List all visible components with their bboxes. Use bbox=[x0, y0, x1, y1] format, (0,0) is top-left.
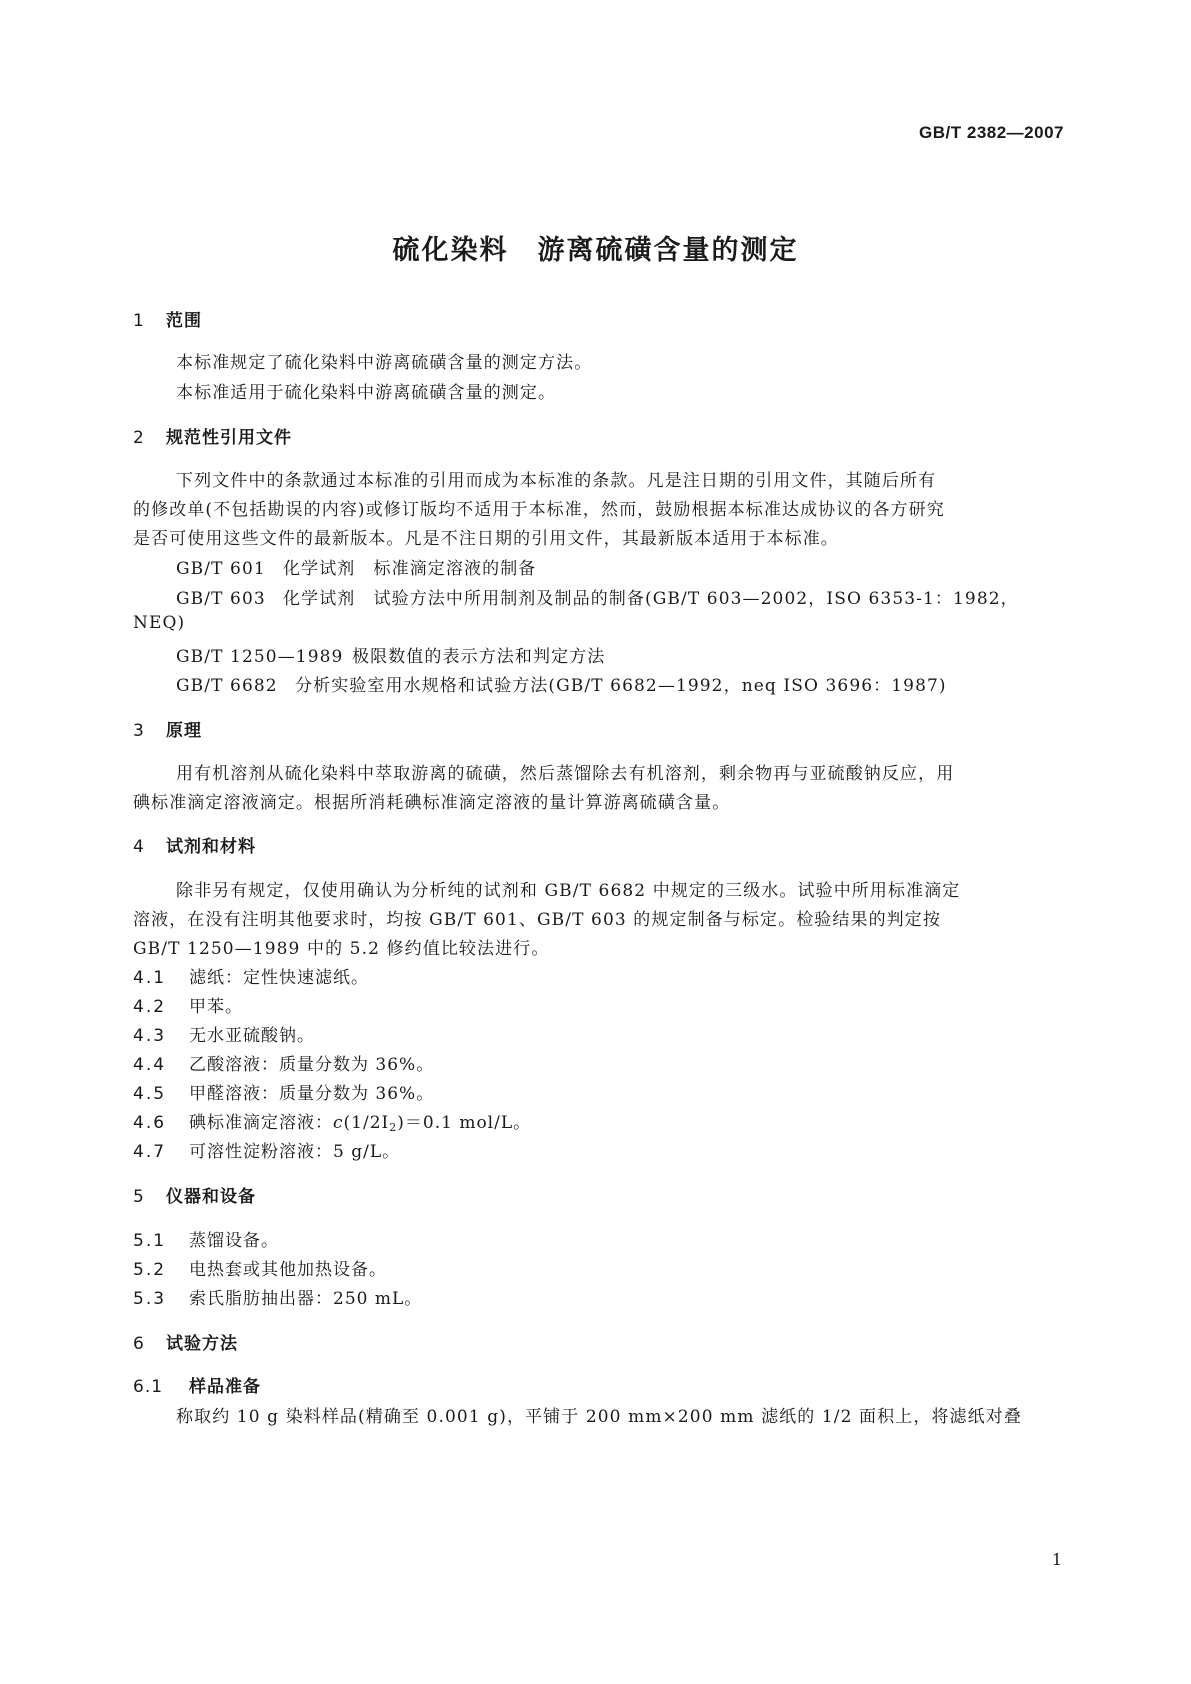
item-text: 索氏脂肪抽出器：250 mL。 bbox=[189, 1289, 423, 1309]
item-text-subscript: 2 bbox=[389, 1121, 398, 1134]
list-item bbox=[133, 1021, 315, 1046]
item-text: 可溶性淀粉溶液：5 g/L。 bbox=[189, 1142, 401, 1162]
section-title: 原理 bbox=[166, 721, 202, 741]
item-text-pre: 碘标准滴定溶液： bbox=[189, 1113, 333, 1133]
list-item bbox=[133, 1284, 422, 1309]
item-text-italic: c bbox=[333, 1113, 344, 1133]
item-text-mid: (1/2I bbox=[343, 1113, 390, 1133]
item-number: 4.3 bbox=[133, 1026, 167, 1046]
item-number: 5.1 bbox=[133, 1231, 167, 1251]
paragraph-line: 除非另有规定，仅使用确认为分析纯的试剂和 GB/T 6682 中规定的三级水。试验中所用标准滴定 bbox=[176, 881, 961, 901]
reference-code: GB/T 603 bbox=[176, 589, 266, 609]
paragraph-line: 碘标准滴定溶液滴定。根据所消耗碘标准滴定溶液的量计算游离硫磺含量。 bbox=[133, 793, 731, 813]
item-text: 无水亚硫酸钠。 bbox=[189, 1026, 315, 1046]
section-title: 试剂和材料 bbox=[166, 837, 256, 857]
item-number: 4.2 bbox=[133, 997, 167, 1017]
section-number: 1 bbox=[133, 311, 145, 331]
page-number: 1 bbox=[1051, 1550, 1062, 1569]
paragraph-line: 的修改单(不包括勘误的内容)或修订版均不适用于本标准，然而，鼓励根据本标准达成协议的各方研究 bbox=[133, 500, 945, 520]
reference-item bbox=[176, 642, 605, 667]
item-number: 5.3 bbox=[133, 1289, 167, 1309]
paragraph-line: 溶液，在没有注明其他要求时，均按 GB/T 601、GB/T 603 的规定制备与标定。检验结果的判定按 bbox=[133, 910, 941, 930]
section-number: 6 bbox=[133, 1334, 145, 1354]
reference-item bbox=[176, 671, 947, 696]
section-number: 5 bbox=[133, 1187, 145, 1207]
subsection-title: 样品准备 bbox=[189, 1377, 261, 1397]
section-title: 仪器和设备 bbox=[166, 1187, 256, 1207]
paragraph-line: 下列文件中的条款通过本标准的引用而成为本标准的条款。凡是注日期的引用文件，其随后所有 bbox=[176, 471, 937, 491]
standard-code: GB/T 2382—2007 bbox=[919, 123, 1064, 142]
item-text: 甲苯。 bbox=[189, 997, 243, 1017]
document-title: 硫化染料 游离硫磺含量的测定 bbox=[392, 235, 799, 266]
section-6-heading bbox=[133, 1329, 238, 1354]
list-item bbox=[133, 1137, 400, 1162]
reference-title: 极限数值的表示方法和判定方法 bbox=[352, 647, 606, 667]
list-item bbox=[133, 1079, 434, 1104]
reference-item bbox=[176, 554, 536, 579]
section-number: 4 bbox=[133, 837, 145, 857]
reference-title: 化学试剂 试验方法中所用制剂及制品的制备(GB/T 603—2002，ISO 6353-1：1982， bbox=[283, 589, 1019, 609]
item-number: 4.5 bbox=[133, 1084, 167, 1104]
section-title: 规范性引用文件 bbox=[166, 428, 292, 448]
item-number: 5.2 bbox=[133, 1260, 167, 1280]
item-text: 乙酸溶液：质量分数为 36%。 bbox=[189, 1055, 435, 1075]
reference-code: GB/T 601 bbox=[176, 559, 266, 579]
reference-code: GB/T 1250—1989 bbox=[176, 647, 344, 667]
section-title: 范围 bbox=[166, 311, 202, 331]
section-3-heading bbox=[133, 716, 202, 741]
item-number: 4.6 bbox=[133, 1113, 167, 1133]
subsection-number: 6.1 bbox=[133, 1377, 164, 1397]
paragraph-line: 用有机溶剂从硫化染料中萃取游离的硫磺，然后蒸馏除去有机溶剂，剩余物再与亚硫酸钠反应，用 bbox=[176, 764, 955, 784]
section-2-heading bbox=[133, 423, 292, 448]
paragraph-line: 称取约 10 g 染料样品(精确至 0.001 g)，平铺于 200 mm×200 mm 滤纸的 1/2 面积上，将滤纸对叠 bbox=[176, 1407, 1022, 1427]
paragraph-line: 是否可使用这些文件的最新版本。凡是不注日期的引用文件，其最新版本适用于本标准。 bbox=[133, 529, 839, 549]
item-text: 甲醛溶液：质量分数为 36%。 bbox=[189, 1084, 435, 1104]
reference-item bbox=[176, 584, 1019, 609]
item-number: 4.7 bbox=[133, 1142, 167, 1162]
list-item bbox=[133, 1050, 434, 1075]
section-5-heading bbox=[133, 1182, 256, 1207]
item-number: 4.4 bbox=[133, 1055, 167, 1075]
item-text: 电热套或其他加热设备。 bbox=[189, 1260, 387, 1280]
list-item bbox=[133, 1108, 531, 1134]
paragraph-line: GB/T 1250—1989 中的 5.2 修约值比较法进行。 bbox=[133, 939, 550, 959]
list-item bbox=[133, 1226, 279, 1251]
item-text: 蒸馏设备。 bbox=[189, 1231, 279, 1251]
item-text: 滤纸：定性快速滤纸。 bbox=[189, 968, 369, 988]
reference-title: 化学试剂 标准滴定溶液的制备 bbox=[283, 559, 537, 579]
reference-code: GB/T 6682 bbox=[176, 676, 278, 696]
reference-title: 分析实验室用水规格和试验方法(GB/T 6682—1992，neq ISO 3696：1987) bbox=[295, 676, 947, 696]
paragraph: 本标准适用于硫化染料中游离硫磺含量的测定。 bbox=[176, 383, 557, 403]
list-item bbox=[133, 963, 369, 988]
section-4-heading bbox=[133, 832, 256, 857]
section-number: 3 bbox=[133, 721, 145, 741]
section-number: 2 bbox=[133, 428, 145, 448]
section-title: 试验方法 bbox=[166, 1334, 238, 1354]
subsection-6-1-heading bbox=[133, 1372, 261, 1397]
section-1-heading bbox=[133, 306, 202, 331]
list-item bbox=[133, 992, 243, 1017]
item-number: 4.1 bbox=[133, 968, 167, 988]
item-text-post: )＝0.1 mol/L。 bbox=[397, 1113, 532, 1133]
list-item bbox=[133, 1255, 387, 1280]
paragraph: 本标准规定了硫化染料中游离硫磺含量的测定方法。 bbox=[176, 353, 593, 373]
reference-continuation: NEQ) bbox=[133, 613, 186, 633]
